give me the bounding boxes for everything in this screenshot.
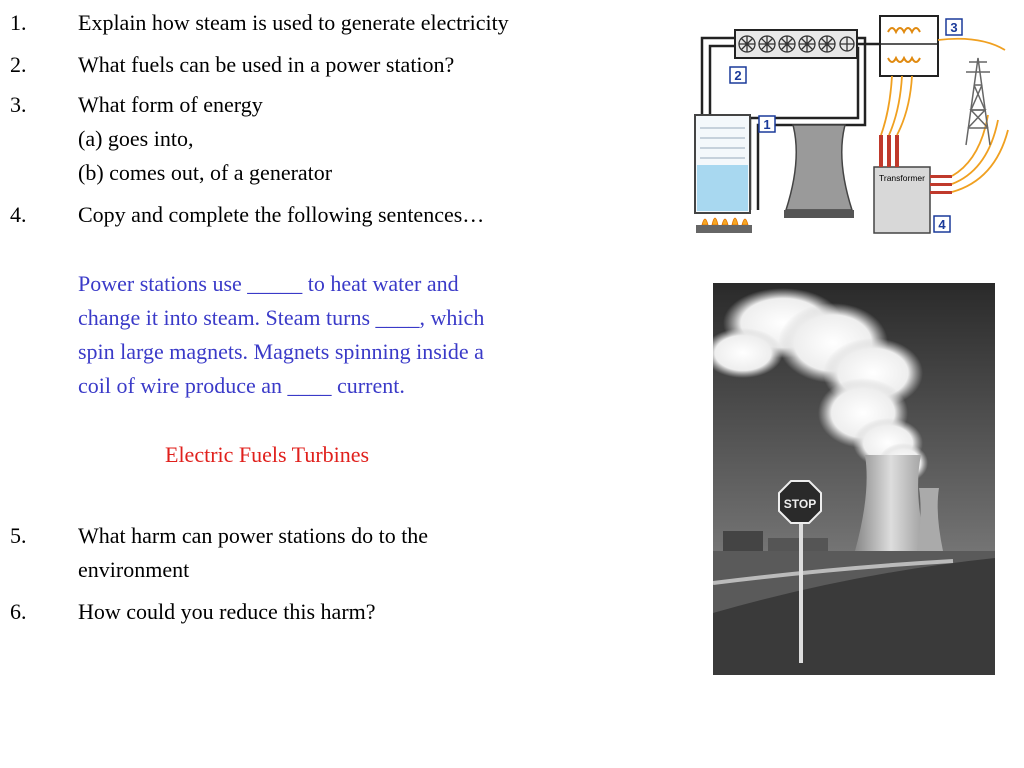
transformer-label: Transformer — [879, 173, 925, 183]
generator — [880, 16, 938, 76]
question-text: Explain how steam is used to generate electricity — [78, 10, 509, 35]
stop-sign-text: STOP — [783, 497, 817, 511]
boiler-water — [697, 165, 748, 211]
cloze-line-1: Power stations use _____ to heat water and — [78, 271, 459, 296]
question-text: What fuels can be used in a power station? — [78, 52, 455, 77]
sign-pole — [799, 521, 803, 663]
question-number: 2. — [10, 52, 27, 77]
plant-buildings — [723, 531, 763, 551]
question-number: 3. — [10, 92, 27, 117]
fire-icon — [702, 218, 748, 225]
word-bank: Electric Fuels Turbines — [165, 442, 370, 467]
label-2: 2 — [734, 68, 742, 83]
power-station-diagram — [690, 10, 1010, 240]
cooling-tower-base — [784, 210, 854, 218]
label-4: 4 — [938, 217, 946, 232]
question-text: What harm can power stations do to the — [78, 523, 429, 548]
cloze-line-4: coil of wire produce an ____ current. — [78, 373, 405, 398]
question-text: Copy and complete the following sentences… — [78, 202, 485, 227]
question-text-b: (b) comes out, of a generator — [78, 160, 333, 185]
question-number: 6. — [10, 599, 27, 624]
cooling-tower — [786, 125, 852, 210]
question-number: 5. — [10, 523, 27, 548]
cloze-line-3: spin large magnets. Magnets spinning inside a — [78, 339, 484, 364]
burner — [696, 225, 752, 233]
question-number: 4. — [10, 202, 27, 227]
pylon — [966, 58, 990, 145]
question-number: 1. — [10, 10, 27, 35]
question-text-cont: environment — [78, 557, 190, 582]
cloze-line-2: change it into steam. Steam turns ____, which — [78, 305, 485, 330]
question-text: How could you reduce this harm? — [78, 599, 376, 624]
label-3: 3 — [950, 20, 958, 35]
question-text-a: (a) goes into, — [78, 126, 194, 151]
power-station-photo — [713, 283, 995, 675]
question-text: What form of energy — [78, 92, 263, 117]
label-1: 1 — [763, 117, 771, 132]
